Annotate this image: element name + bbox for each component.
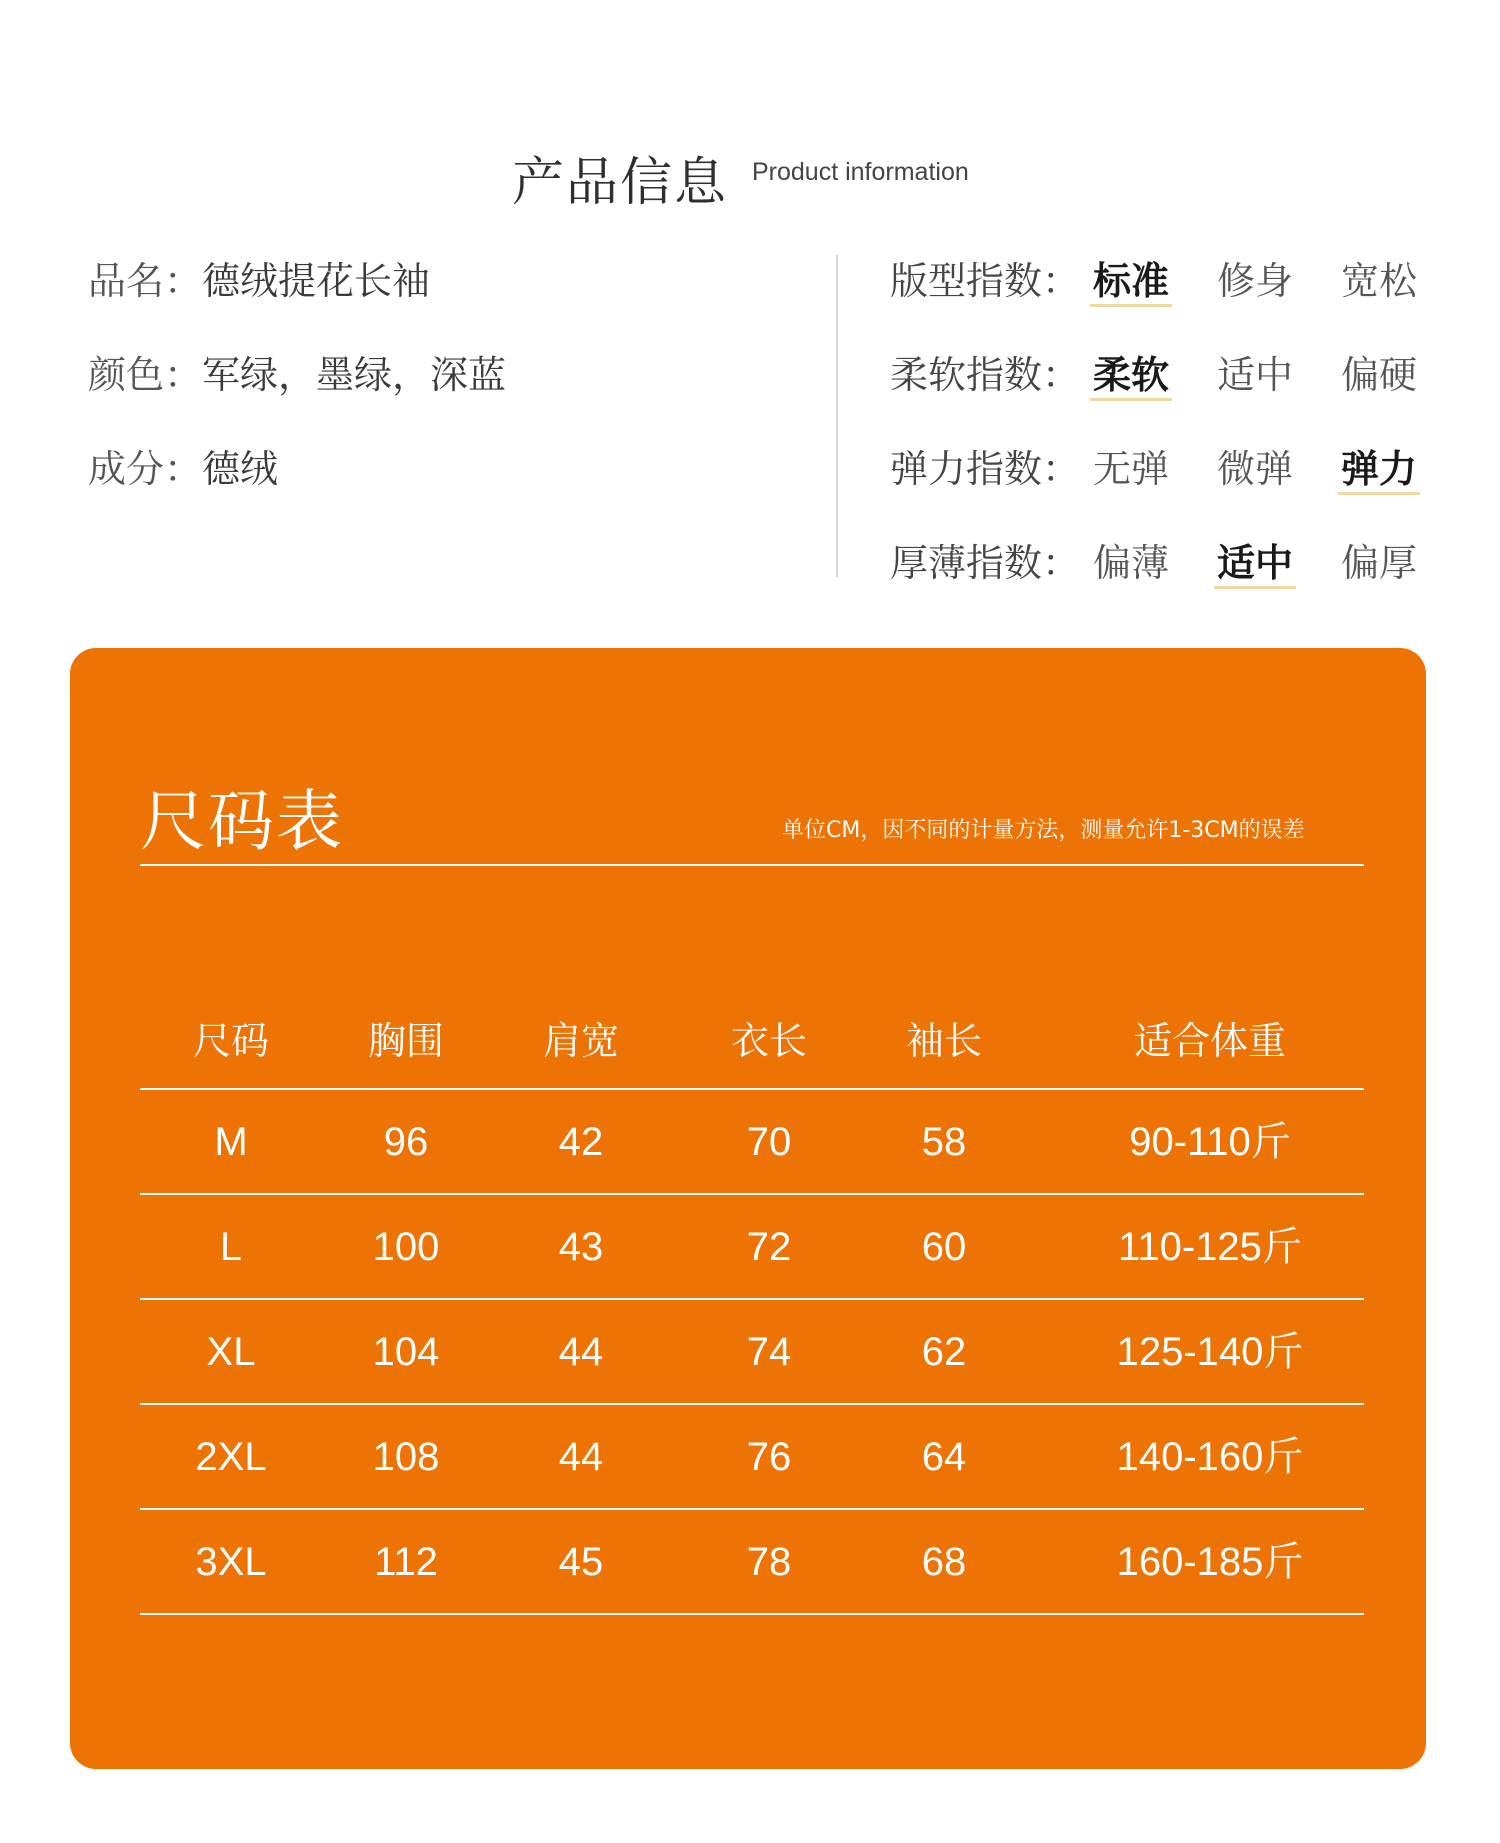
product-material-row (88, 438, 788, 532)
table-cell: 108 (372, 1435, 440, 1479)
index-option: 无弹 (1092, 447, 1169, 491)
product-name-label: 品名： (88, 259, 203, 303)
product-color-row (88, 344, 788, 438)
table-cell: 68 (921, 1540, 967, 1584)
table-row (140, 1195, 1364, 1300)
index-option: 适中 (1216, 353, 1293, 397)
column-header: 肩宽 (542, 1019, 619, 1063)
size-chart-note: 单位CM，因不同的计量方法，测量允许1-3CM的误差 (782, 818, 1305, 843)
table-cell: XL (206, 1330, 256, 1374)
table-cell: 60 (921, 1225, 967, 1269)
table-cell: 74 (746, 1330, 792, 1374)
index-option: 适中 (1214, 532, 1296, 587)
column-header: 袖长 (905, 1019, 982, 1063)
table-cell: 100 (372, 1225, 440, 1269)
index-label: 柔软指数： (890, 353, 1081, 397)
index-row-softness (890, 344, 1450, 438)
table-row (140, 1405, 1364, 1510)
table-cell: 42 (558, 1120, 604, 1164)
table-cell: 43 (558, 1225, 604, 1269)
index-row-elasticity (890, 438, 1450, 532)
section-subtitle: Product information (752, 158, 969, 186)
table-cell: 125-140斤 (1116, 1330, 1304, 1374)
product-name-row (88, 250, 788, 344)
table-cell: 96 (383, 1120, 429, 1164)
section-header (0, 140, 1500, 213)
table-cell: 45 (558, 1540, 604, 1584)
fabric-indices (890, 250, 1450, 626)
table-row (140, 1510, 1364, 1615)
index-row-thickness (890, 532, 1450, 626)
table-cell: 76 (746, 1435, 792, 1479)
table-cell: M (214, 1120, 248, 1164)
product-color-value: 军绿，墨绿，深蓝 (202, 353, 507, 397)
table-cell: 62 (921, 1330, 967, 1374)
column-header: 衣长 (730, 1019, 807, 1063)
vertical-divider (836, 255, 838, 577)
index-label: 版型指数： (890, 259, 1081, 303)
table-cell: 160-185斤 (1116, 1540, 1304, 1584)
table-cell: 90-110斤 (1129, 1120, 1291, 1164)
table-cell: 44 (558, 1330, 604, 1374)
table-cell: 140-160斤 (1116, 1435, 1304, 1479)
table-cell: 104 (372, 1330, 440, 1374)
index-label: 弹力指数： (890, 447, 1081, 491)
size-chart-card (70, 648, 1426, 1769)
size-chart-title: 尺码表 (140, 783, 344, 860)
table-row (140, 1300, 1364, 1405)
table-cell: 70 (746, 1120, 792, 1164)
table-cell: 3XL (195, 1540, 267, 1584)
table-cell: 112 (374, 1540, 438, 1584)
index-option: 微弹 (1216, 447, 1293, 491)
index-option: 偏厚 (1340, 541, 1417, 585)
index-option: 弹力 (1338, 438, 1420, 493)
section-title: 产品信息 (512, 153, 729, 213)
table-cell: 58 (921, 1120, 967, 1164)
index-option: 宽松 (1340, 259, 1417, 303)
index-option: 偏薄 (1092, 541, 1169, 585)
index-option: 修身 (1216, 259, 1293, 303)
table-cell: 72 (746, 1225, 792, 1269)
index-label: 厚薄指数： (890, 541, 1081, 585)
table-row (140, 1090, 1364, 1195)
table-cell: L (219, 1225, 243, 1269)
table-cell: 44 (558, 1435, 604, 1479)
index-row-fit (890, 250, 1450, 344)
product-name-value: 德绒提花长袖 (202, 259, 431, 303)
table-cell: 2XL (195, 1435, 267, 1479)
index-option: 柔软 (1090, 344, 1172, 399)
column-header: 尺码 (192, 1019, 269, 1063)
title-divider (140, 864, 1364, 866)
column-header: 适合体重 (1133, 1019, 1286, 1063)
table-cell: 78 (746, 1540, 792, 1584)
index-option: 标准 (1090, 250, 1172, 305)
product-info (88, 250, 788, 532)
index-option: 偏硬 (1340, 353, 1417, 397)
product-color-label: 颜色： (88, 353, 203, 397)
product-material-label: 成分： (88, 447, 203, 491)
table-cell: 110-125斤 (1118, 1225, 1302, 1269)
table-cell: 64 (921, 1435, 967, 1479)
product-material-value: 德绒 (202, 447, 279, 491)
table-header (140, 1008, 1364, 1090)
column-header: 胸围 (367, 1019, 444, 1063)
